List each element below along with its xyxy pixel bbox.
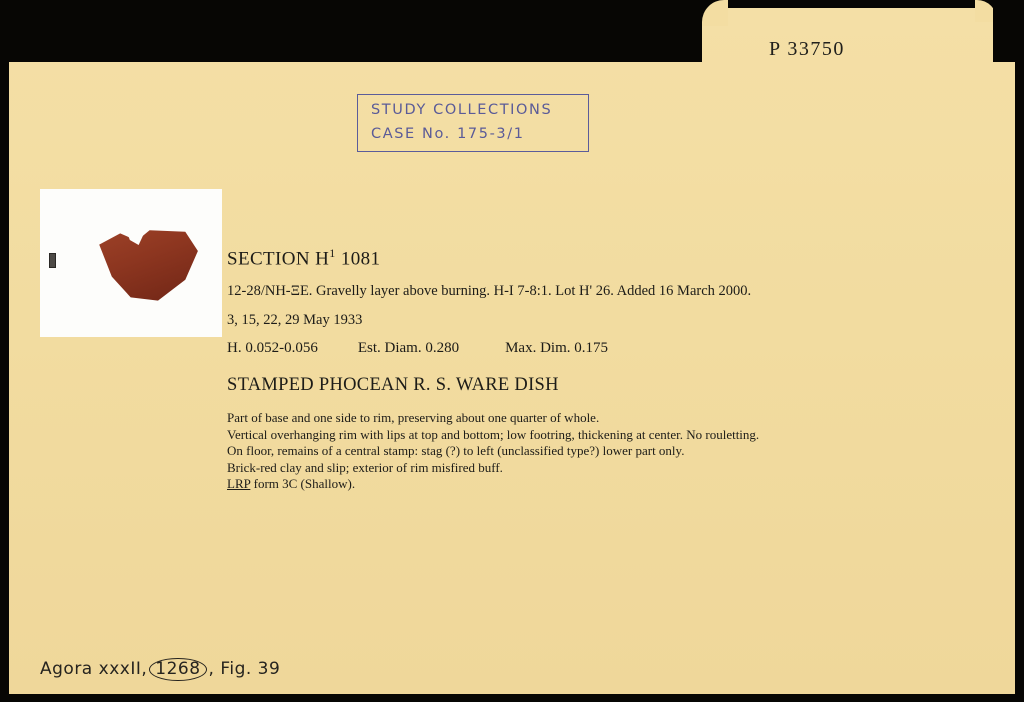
citation-circled-number: 1268 [149, 658, 206, 681]
citation-suffix: , Fig. 39 [208, 659, 281, 679]
section-heading-number: 1081 [335, 248, 381, 270]
dimension-est-diameter: Est. Diam. 0.280 [357, 340, 460, 357]
sherd-photograph [40, 189, 222, 337]
catalog-card [9, 8, 1015, 694]
dimensions-row [227, 340, 927, 357]
reference-form: form 3C (Shallow). [250, 476, 356, 492]
citation-prefix: Agora xxxII, [40, 659, 148, 679]
section-heading-label: SECTION H [227, 248, 330, 270]
study-collections-stamp [357, 94, 589, 152]
section-heading [227, 246, 927, 270]
scale-marker [49, 253, 56, 268]
description-reference [227, 476, 887, 493]
description-line-3: On floor, remains of a central stamp: stag (?) to left (unclassified type?) lower part only. [227, 443, 685, 459]
inventory-number: P 33750 [769, 38, 845, 60]
bottom-mask [0, 694, 1024, 702]
handwritten-citation [40, 658, 280, 681]
object-description [227, 410, 887, 493]
stamp-line-case: CASE No. 175-3/1 [371, 126, 525, 142]
record-text-block [227, 246, 927, 493]
stamp-line-collection: STUDY COLLECTIONS [371, 102, 553, 118]
description-line-1: Part of base and one side to rim, preserving about one quarter of whole. [227, 410, 600, 426]
top-mask-left [0, 0, 702, 62]
context-paragraph: 12-28/NH-ΞE. Gravelly layer above burning. H-I 7-8:1. Lot H' 26. Added 16 March 2000. [227, 283, 752, 300]
description-line-4: Brick-red clay and slip; exterior of rim misfired buff. [227, 459, 503, 475]
left-mask [0, 0, 9, 702]
right-mask [1015, 0, 1024, 702]
dimension-height: H. 0.052-0.056 [227, 340, 318, 357]
section-heading-superscript: 1 [329, 246, 336, 260]
object-title: STAMPED PHOCEAN R. S. WARE DISH [227, 375, 559, 396]
sherd-illustration [95, 227, 200, 307]
tab-corner-left [702, 0, 728, 26]
excavation-dates: 3, 15, 22, 29 May 1933 [227, 312, 363, 329]
dimension-max: Max. Dim. 0.175 [505, 340, 608, 357]
description-line-2: Vertical overhanging rim with lips at top and bottom; low footring, thickening at center. No rouletting. [227, 426, 760, 442]
sherd-fragment [95, 227, 200, 307]
reference-abbreviation: LRP [227, 476, 251, 492]
